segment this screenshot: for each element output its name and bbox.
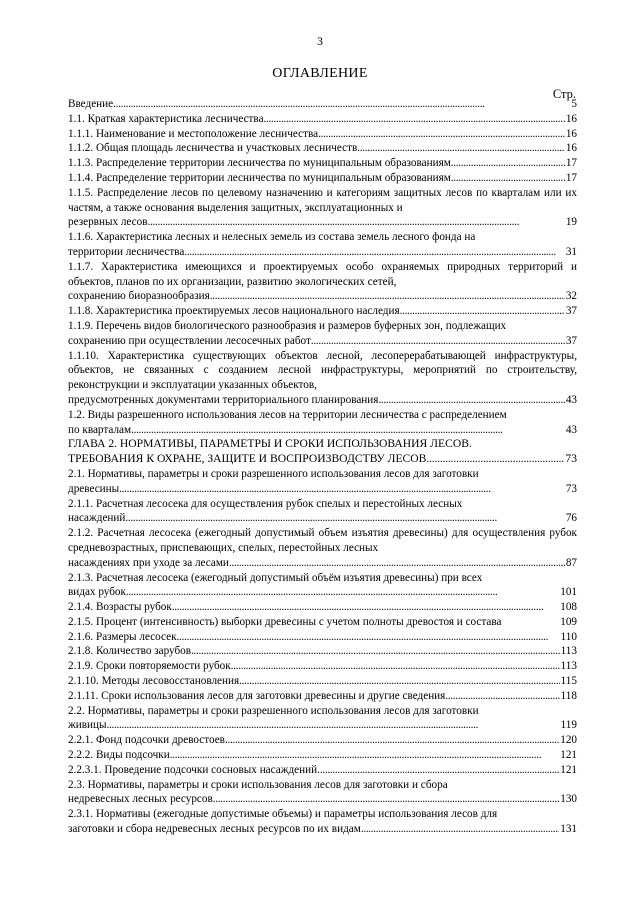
dot-leader xyxy=(320,763,559,778)
toc-entry[interactable] xyxy=(68,171,577,186)
toc-entry-title: 2.1.9. Сроки повторяемости рубок xyxy=(68,660,231,673)
toc-entry-page: 118 xyxy=(560,689,577,702)
toc-entry[interactable] xyxy=(68,497,577,527)
toc-entry[interactable] xyxy=(68,644,577,659)
dot-leader xyxy=(426,452,564,467)
toc-entry[interactable] xyxy=(68,437,577,467)
toc-entry-title: 1.1. Краткая характеристика лесничества xyxy=(68,112,264,125)
dot-leader xyxy=(107,718,560,733)
toc-entry[interactable] xyxy=(68,97,577,112)
toc-entry-title: 2.1.4. Возрасты рубок xyxy=(68,601,172,614)
dot-leader xyxy=(213,792,559,807)
dot-leader xyxy=(191,644,560,659)
toc-entry[interactable] xyxy=(68,304,577,319)
toc-entry-title: предусмотренных документами территориального планирования xyxy=(68,393,379,406)
toc-entry-page: 16 xyxy=(565,112,577,125)
toc-entry-page: 119 xyxy=(560,719,577,732)
dot-leader xyxy=(170,748,560,763)
toc-entry-page: 31 xyxy=(565,245,577,258)
toc-entry-title: 2.1.5. Процент (интенсивность) выборки древесины с учетом полноты древостоя и состава xyxy=(68,615,502,628)
dot-leader xyxy=(148,215,565,230)
toc-entry-page: 43 xyxy=(565,393,577,406)
toc-entry[interactable] xyxy=(68,186,577,230)
toc-entry-title-line: 2.2. Нормативы, параметры и сроки разрешенного использования лесов для заготовки xyxy=(68,704,479,717)
toc-entry-title-line: 1.2. Виды разрешенного использования лесов на территории лесничества с распределением xyxy=(68,408,507,421)
toc-entry-title: 2.1.6. Размеры лесосек xyxy=(68,630,177,643)
toc-entry-title-line: 1.1.7. Характеристика имеющихся и проектируемых особо охраняемых природных территорий и объектов, планов по их организации, развитию экологических сетей, xyxy=(68,260,577,288)
toc-entry-title-line: 1.1.10. Характеристика существующих объектов лесной, лесоперерабатывающей инфраструктуры, объектов, не связанных с созданием лесной инфраструктуры, мероприятий по строительству, реконструкции и эксплуатации указанных объектов, xyxy=(68,349,577,392)
toc-entry-page: 73 xyxy=(565,482,577,495)
dot-leader xyxy=(451,156,565,171)
dot-leader xyxy=(125,511,564,526)
page-column-label: Стр. xyxy=(552,87,576,101)
toc-entry[interactable] xyxy=(68,615,577,630)
toc-entry-title: Введение xyxy=(68,98,114,110)
toc-entry-title-line: ГЛАВА 2. НОРМАТИВЫ, ПАРАМЕТРЫ И СРОКИ ИСПОЛЬЗОВАНИЯ ЛЕСОВ. xyxy=(68,437,472,451)
toc-entry-page: 113 xyxy=(560,645,577,658)
toc-entry-title-line: 1.1.5. Распределение лесов по целевому назначению и категориям защитных лесов по кварталам или их частям, а также основания выделения защитных, эксплуатационных и xyxy=(68,186,577,214)
toc-entry-title-line: 2.3. Нормативы, параметры и сроки использования лесов для заготовки и сбора xyxy=(68,778,448,791)
toc-entry[interactable] xyxy=(68,127,577,142)
toc-entry[interactable] xyxy=(68,778,577,808)
dot-leader xyxy=(210,289,565,304)
toc-entry-page: 37 xyxy=(565,305,577,318)
dot-leader xyxy=(177,630,560,645)
toc-entry-page: 113 xyxy=(560,660,577,673)
dot-leader xyxy=(231,659,560,674)
toc-entry[interactable] xyxy=(68,600,577,615)
dot-leader xyxy=(451,171,565,186)
dot-leader xyxy=(264,112,565,127)
toc-entry[interactable] xyxy=(68,230,577,260)
toc-entry[interactable] xyxy=(68,571,577,601)
dot-leader xyxy=(400,304,565,319)
toc-entry-title: ТРЕБОВАНИЯ К ОХРАНЕ, ЗАЩИТЕ И ВОСПРОИЗВОДСТВУ ЛЕСОВ xyxy=(68,452,427,466)
toc-entry[interactable] xyxy=(68,260,577,304)
toc-entry-page: 108 xyxy=(560,601,577,614)
toc-entry-page: 130 xyxy=(560,793,577,806)
toc-entry-title: резервных лесов xyxy=(68,216,148,229)
toc-entry-title: территории лесничества xyxy=(68,245,185,258)
toc-entry-title: 2.1.8. Количество зарубов xyxy=(68,645,192,658)
toc-entry-title: 2.2.1. Фонд подсочки древостоев xyxy=(68,734,225,747)
dot-leader xyxy=(113,97,570,112)
toc-entry-page: 17 xyxy=(565,171,577,184)
toc-entry-title: 2.1.11. Сроки использования лесов для заготовки древесины и другие сведения xyxy=(68,689,446,702)
toc-entry-title-line: 2.1.2. Расчетная лесосека (ежегодный допустимый объем изъятия древесины) для осуществления рубок средневозрастных, приспевающих, спелых, перестойных лесных xyxy=(68,527,577,554)
dot-leader xyxy=(378,393,564,408)
dot-leader xyxy=(445,689,559,704)
dot-leader xyxy=(318,127,565,142)
dot-leader xyxy=(225,733,559,748)
toc-entry-title: недревесных лесных ресурсов xyxy=(68,793,213,806)
toc-entry-page: 73 xyxy=(565,452,577,466)
toc-entry-page: 110 xyxy=(560,630,577,643)
toc-entry-title: сохранению при осуществлении лесосечных работ xyxy=(68,334,311,347)
toc-entry-title-line: 1.1.9. Перечень видов биологического разнообразия и размеров буферных зон, подлежащих xyxy=(68,319,507,332)
toc-entry[interactable] xyxy=(68,674,577,689)
toc-entry[interactable] xyxy=(68,349,577,408)
toc-entry-page: 17 xyxy=(565,157,577,170)
toc-entry-page: 19 xyxy=(565,216,577,229)
toc-entry-page: 109 xyxy=(560,615,577,628)
toc-entry-page: 115 xyxy=(560,675,577,688)
toc-entry[interactable] xyxy=(68,659,577,674)
toc-entry[interactable] xyxy=(68,763,577,778)
toc-entry-page: 16 xyxy=(565,142,577,155)
toc-entry-title: 1.1.8. Характеристика проектируемых лесов национального наследия xyxy=(68,305,400,318)
toc-entry-page: 37 xyxy=(565,334,577,347)
dot-leader xyxy=(361,822,559,837)
dot-leader xyxy=(126,585,559,600)
toc-entry[interactable] xyxy=(68,689,577,704)
toc-entry-title: 2.1.10. Методы лесовосстановления xyxy=(68,675,240,688)
toc-entry-page: 101 xyxy=(560,586,577,599)
toc-entry[interactable] xyxy=(68,807,577,837)
toc-entry[interactable] xyxy=(68,748,577,763)
toc-entry-page: 43 xyxy=(565,423,577,436)
toc-entry-title: 2.2.3.1. Проведение подсочки сосновых насаждений. xyxy=(68,763,320,776)
toc-entry-title: 1.1.3. Распределение территории лесничества по муниципальным образованиям xyxy=(68,157,451,170)
toc-entry-title: 2.2.2. Виды подсочки xyxy=(68,749,170,762)
dot-leader xyxy=(184,245,564,260)
toc-entry-title-line: 2.1.3. Расчетная лесосека (ежегодный допустимый объём изъятия древесины) при всех xyxy=(68,571,483,584)
dot-leader xyxy=(119,482,565,497)
page-number: 3 xyxy=(317,36,323,48)
toc-entry[interactable] xyxy=(68,319,577,349)
toc-title: ОГЛАВЛЕНИЕ xyxy=(272,66,368,81)
toc-entry[interactable] xyxy=(68,704,577,734)
toc-entry-title-line: 2.1. Нормативы, параметры и сроки разрешенного использования лесов для заготовки xyxy=(68,467,479,480)
toc-entry-page: 32 xyxy=(565,290,577,303)
toc-entry-title: насаждениях при уходе за лесами xyxy=(68,556,229,569)
dot-leader xyxy=(229,556,565,571)
table-of-contents xyxy=(68,97,577,837)
dot-leader xyxy=(131,423,565,438)
dot-leader xyxy=(311,334,565,349)
toc-entry-title: древесины xyxy=(68,482,120,495)
toc-entry-page: 121 xyxy=(560,749,577,762)
toc-entry-title-line: 1.1.6. Характеристика лесных и нелесных земель из состава земель лесного фонда на xyxy=(68,231,476,244)
toc-entry-title-line: 2.1.1. Расчетная лесосека для осуществления рубок спелых и перестойных лесных xyxy=(68,497,463,510)
toc-entry[interactable] xyxy=(68,630,577,645)
toc-entry-title: видах рубок xyxy=(68,586,126,599)
toc-entry-title: насаждений xyxy=(68,512,126,525)
toc-entry[interactable] xyxy=(68,156,577,171)
toc-entry-page: 76 xyxy=(565,512,577,525)
toc-entry[interactable] xyxy=(68,526,577,570)
toc-entry-title-line: 2.3.1. Нормативы (ежегодные допустимые объемы) и параметры использования лесов для xyxy=(68,808,498,821)
toc-entry-page: 120 xyxy=(560,734,577,747)
toc-entry[interactable] xyxy=(68,733,577,748)
toc-entry-page: 16 xyxy=(565,127,577,140)
toc-entry-page: 131 xyxy=(560,823,577,836)
toc-entry-title: по кварталам xyxy=(68,423,132,436)
toc-entry[interactable] xyxy=(68,467,577,497)
toc-entry-title: живицы xyxy=(68,719,107,732)
dot-leader xyxy=(239,674,560,689)
toc-entry-page: 87 xyxy=(565,556,577,569)
toc-entry-page: 5 xyxy=(571,98,577,110)
dot-leader xyxy=(172,600,559,615)
toc-entry-page: 121 xyxy=(560,763,577,776)
toc-entry[interactable] xyxy=(68,112,577,127)
toc-entry-title: заготовки и сбора недревесных лесных ресурсов по их видам xyxy=(68,823,361,836)
toc-entry-title: 1.1.4. Распределение территории лесничества по муниципальным образованиям xyxy=(68,171,451,184)
dot-leader xyxy=(357,141,565,156)
toc-entry-title: 1.1.2. Общая площадь лесничества и участковых лесничеств xyxy=(68,142,358,155)
toc-entry-title: 1.1.1. Наименование и местоположение лесничества xyxy=(68,127,319,140)
toc-entry-title: сохранению биоразнообразия xyxy=(68,290,210,303)
toc-entry[interactable] xyxy=(68,408,577,438)
toc-entry[interactable] xyxy=(68,141,577,156)
